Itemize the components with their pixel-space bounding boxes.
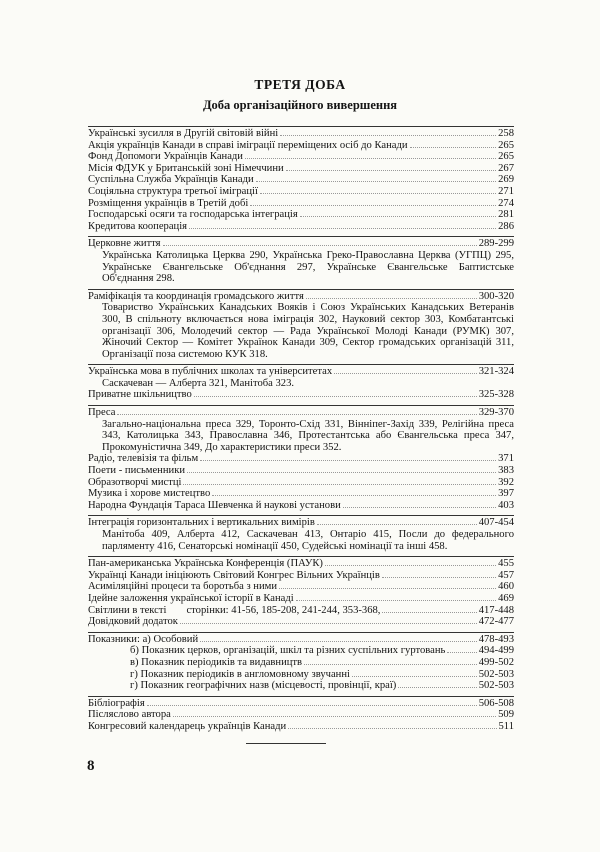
toc-group (88, 696, 514, 733)
toc-entry[interactable] (88, 669, 514, 681)
toc-entry-label: г) Показник географічних назв (місцевості, провінції, краї) (130, 680, 397, 692)
dot-leader (352, 675, 477, 677)
dot-leader (382, 611, 476, 613)
toc-entry-label: Народна Фундація Тараса Шевченка й наукові установи (88, 499, 341, 511)
toc-entry-label: Бібліографія (88, 697, 145, 709)
dot-leader (306, 297, 477, 299)
dot-leader (398, 686, 476, 688)
toc-group (88, 289, 514, 361)
dot-leader (250, 204, 496, 206)
toc-entry-label: Розміщення українців в Третій добі (88, 197, 249, 209)
toc-entry-page: 300-320 (478, 290, 514, 302)
toc-entry-page: 289-299 (478, 238, 514, 250)
dot-leader (279, 587, 496, 589)
dot-leader (256, 180, 496, 182)
toc-entry[interactable] (88, 209, 514, 221)
toc-entry[interactable] (88, 407, 514, 419)
dot-leader (183, 483, 496, 485)
table-of-contents (88, 122, 514, 744)
toc-entry[interactable] (88, 198, 514, 210)
toc-entry-page: 392 (498, 476, 514, 488)
dot-leader (180, 622, 477, 624)
toc-entry-label: Церковне життя (88, 238, 161, 250)
toc-entry-label: Українські зусилля в Другій світовій війні (88, 128, 279, 139)
toc-entry[interactable] (88, 151, 514, 163)
dot-leader (147, 704, 477, 706)
dot-leader (304, 663, 477, 665)
page-number: 8 (87, 758, 95, 774)
toc-entry[interactable] (88, 721, 514, 733)
toc-entry-page: 371 (498, 453, 514, 465)
dot-leader (382, 576, 496, 578)
toc-group (88, 515, 514, 552)
toc-entry-label: Світлини в тексті (88, 604, 167, 616)
toc-entry[interactable] (88, 680, 514, 692)
dot-leader (173, 715, 496, 717)
toc-entry[interactable] (88, 389, 514, 401)
toc-entry-label: Українці Канади ініціюють Світовий Конгрес Вільних Українців (88, 569, 380, 581)
toc-entry[interactable] (88, 174, 514, 186)
toc-entry-page: 271 (498, 185, 514, 197)
toc-entry[interactable] (88, 570, 514, 582)
toc-entry-label: Пан-американська Українська Конференція (ПАУК) (88, 558, 323, 570)
toc-group (88, 556, 514, 628)
toc-entry[interactable] (88, 500, 514, 512)
toc-entry-label: в) Показник періодиків та видавництв (130, 656, 303, 668)
dot-leader (200, 640, 477, 642)
dot-leader (300, 215, 496, 217)
toc-entry-page: 460 (498, 581, 514, 593)
toc-entry-page: 502-503 (478, 680, 514, 692)
dot-leader (212, 494, 496, 496)
toc-entry-label: Довідковий додаток (88, 616, 178, 628)
toc-entry-label: Фонд Допомоги Українців Канади (88, 151, 243, 163)
toc-entry[interactable] (88, 581, 514, 593)
toc-entry-page: 325-328 (478, 389, 514, 401)
toc-entry-page: 274 (498, 197, 514, 209)
toc-entry-label: Образотворчі мистці (88, 476, 182, 488)
dot-leader (286, 169, 496, 171)
toc-entry[interactable] (88, 163, 514, 175)
dot-leader (343, 506, 496, 508)
toc-entry-page: 269 (498, 174, 514, 186)
toc-entry-label: Соціяльна структура третьої іміграції (88, 185, 258, 197)
dot-leader (334, 372, 477, 374)
toc-entry-subtopics: Манітоба 409, Алберта 412, Саскачеван 413, Онтаріо 415, Посли до федерального парляменту 416, Сенаторські номінації 450, Судейські номінації та інші 458. (102, 529, 514, 552)
toc-entry[interactable] (88, 221, 514, 233)
dot-leader (288, 727, 496, 729)
dot-leader (163, 244, 477, 246)
toc-entry-page: 417-448 (478, 604, 514, 616)
toc-group (88, 126, 514, 232)
toc-entry[interactable] (88, 657, 514, 669)
toc-entry-label: Приватне шкільництво (88, 389, 192, 401)
toc-entry-label: Поети - письменники (88, 465, 186, 477)
toc-entry[interactable] (88, 645, 514, 657)
toc-entry-pages-detail: сторінки: 41-56, 185-208, 241-244, 353-368, (186, 604, 381, 616)
toc-entry-page: 321-324 (478, 366, 514, 378)
toc-entry-label: Показники: а) Особовий (88, 633, 199, 645)
dot-leader (189, 227, 496, 229)
dot-leader (260, 192, 496, 194)
dot-leader (187, 471, 496, 473)
toc-entry[interactable] (88, 558, 514, 570)
toc-entry[interactable] (88, 453, 514, 465)
toc-entry-label: Акція українців Канади в справі іміграції переміщених осіб до Канади (88, 139, 408, 151)
toc-entry-page: 397 (498, 488, 514, 500)
dot-leader (410, 146, 497, 148)
toc-entry[interactable] (88, 488, 514, 500)
dot-leader (447, 651, 476, 653)
toc-entry-label: Післяслово автора (88, 709, 171, 721)
toc-entry-page: 403 (498, 499, 514, 511)
toc-entry-page: 265 (498, 139, 514, 151)
toc-entry[interactable] (88, 593, 514, 605)
dot-leader (296, 599, 496, 601)
toc-entry-subtopics: Саскачеван — Алберта 321, Манітоба 323. (102, 377, 295, 389)
toc-entry[interactable] (88, 616, 514, 628)
toc-entry-page: 469 (498, 592, 514, 604)
toc-group (88, 632, 514, 692)
toc-group (88, 405, 514, 511)
toc-entry-page: 329-370 (478, 407, 514, 419)
toc-entry[interactable] (88, 517, 514, 529)
toc-entry-page: 511 (498, 720, 514, 732)
section-subheading: Доба організаційного вивершення (202, 98, 398, 112)
toc-entry-subtopics: Українська Католицька Церква 290, Українська Греко-Православна Церква (УГПЦ) 295, Українське Євангельське Об'єднання 297, Українське Євангельське Баптистське Об'єднання 298. (102, 249, 514, 285)
toc-entry-label: Преса (88, 407, 116, 419)
toc-entry-page: 281 (498, 209, 514, 221)
toc-entry-page: 457 (498, 569, 514, 581)
toc-entry-label: Радіо, телевізія та фільм (88, 453, 199, 465)
toc-entry[interactable] (88, 186, 514, 198)
toc-entry[interactable] (88, 128, 514, 140)
toc-entry-label: Музика і хорове мистецтво (88, 488, 211, 500)
toc-entry[interactable] (88, 709, 514, 721)
dot-leader (200, 459, 496, 461)
section-heading: ТРЕТЯ ДОБА (254, 77, 346, 92)
toc-group (88, 364, 514, 401)
dot-leader (317, 523, 477, 525)
toc-entry[interactable] (88, 465, 514, 477)
toc-entry-page: 258 (498, 128, 514, 139)
toc-entry-label: Інтеграція горизонтальних і вертикальних вимірів (88, 517, 315, 529)
toc-entry-label: б) Показник церков, організацій, шкіл та різних суспільних гуртовань (130, 645, 446, 657)
toc-entry-page: 506-508 (478, 697, 514, 709)
toc-entry-subtopics: Загально-національна преса 329, Торонто-Схід 331, Вінніпег-Захід 339, Релігійна преса 343, Католицька 343, Православна 346, Протестантська або Євангельська преса 347, Прокомуністична 349, До характеристики преси 352. (102, 418, 514, 453)
toc-entry[interactable] (88, 477, 514, 489)
toc-entry[interactable] (88, 238, 514, 250)
toc-entry[interactable] (88, 140, 514, 152)
toc-entry-page: 455 (498, 558, 514, 570)
toc-entry-page: 267 (498, 162, 514, 174)
toc-entry-page: 502-503 (478, 668, 514, 680)
toc-entry-page: 509 (498, 709, 514, 721)
toc-entry-label: Конгресовий календарець українців Канади (88, 720, 287, 732)
toc-entry-label: Асиміляційні процеси та боротьба з ними (88, 581, 278, 593)
toc-entry-page: 407-454 (478, 517, 514, 529)
toc-entry[interactable] (88, 634, 514, 646)
dot-leader (194, 395, 477, 397)
toc-entry[interactable] (88, 291, 514, 303)
toc-entry-label: Місія ФДУК у Британській зоні Німеччини (88, 162, 284, 174)
toc-entry-page: 494-499 (478, 645, 514, 657)
closing-rule (246, 743, 326, 744)
toc-entry-page: 499-502 (478, 656, 514, 668)
toc-entry[interactable] (88, 605, 514, 617)
toc-entry[interactable] (88, 366, 514, 378)
toc-entry-label: Суспільна Служба Українців Канади (88, 174, 254, 186)
toc-entry-label: Ідейне заложення української історії в Канаді (88, 592, 294, 604)
toc-entry-label: Кредитова кооперація (88, 220, 188, 232)
dot-leader (117, 413, 476, 415)
toc-entry-label: Раміфікація та координація громадського життя (88, 290, 304, 302)
dot-leader (280, 134, 496, 136)
toc-entry[interactable] (88, 698, 514, 710)
toc-entry-page: 265 (498, 151, 514, 163)
toc-entry-page: 286 (498, 220, 514, 232)
toc-entry-label: Господарські осяги та господарська інтеграція (88, 209, 298, 221)
toc-entry-page: 478-493 (478, 633, 514, 645)
toc-entry-page: 472-477 (478, 616, 514, 628)
toc-group (88, 236, 514, 284)
toc-entry-label: г) Показник періодиків в англомовному звучанні (130, 668, 350, 680)
dot-leader (325, 564, 496, 566)
dot-leader (245, 157, 496, 159)
toc-entry-subtopics: Товариство Українських Канадських Вояків і Союз Українських Канадських Ветеранів 300, В спільноту включається нова іміграція 302, Науковий сектор 303, Комбатантські організації 306, Молодечий сектор — Рада Української Молоді Канади (РУМК) 307, Жіночий Сектор — Комітет Українок Канади 309, Сектор громадських організацій 311, Організації поза системою КУК 318. (102, 302, 514, 360)
toc-entry-label: Українська мова в публічних школах та університетах (88, 366, 333, 378)
toc-entry-page: 383 (498, 465, 514, 477)
